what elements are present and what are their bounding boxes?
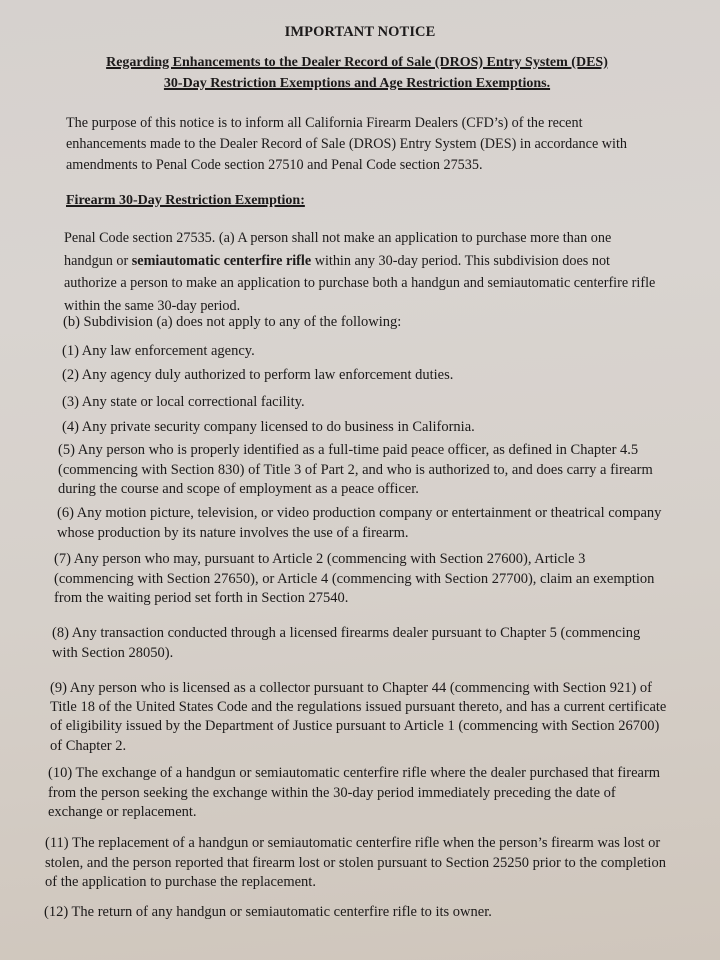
notice-subtitle-line1: Regarding Enhancements to the Dealer Record of Sale (DROS) Entry System (DES) — [106, 55, 608, 70]
exemption-item: (6) Any motion picture, television, or video production company or entertainment or theatrical company whose production by its nature involves the use of a firearm. — [57, 505, 662, 541]
exemption-item: (9) Any person who is licensed as a collector pursuant to Chapter 44 (commencing with Section 921) of Title 18 of the United States Code and the regulations issued pursuant thereto, and has a current certificate of eligibility issued by the Department of Justice pursuant to Article 1 (commencing with Section 26700) of Chapter 2. — [50, 680, 667, 754]
exemption-item: (10) The exchange of a handgun or semiautomatic centerfire rifle where the dealer purchased that firearm from the person seeking the exchange within the 30-day period immediately preceding the date of exchange or replacement. — [48, 765, 661, 820]
penal-code-paragraph — [64, 227, 660, 317]
section-heading: Firearm 30-Day Restriction Exemption: — [66, 193, 305, 208]
exemption-item: (4) Any private security company licensed to do business in California. — [62, 419, 475, 435]
exemption-item: (11) The replacement of a handgun or semiautomatic centerfire rifle when the person’s firearm was lost or stolen, and the person reported that firearm lost or stolen pursuant to Section 25250 prior to the completion of the application to purchase the replacement. — [45, 835, 666, 890]
exemption-item: (1) Any law enforcement agency. — [62, 343, 255, 359]
penal-code-text-1: Penal Code section 27535. (a) A person shall not make an application to purchase more than one handgun or — [64, 230, 612, 269]
notice-title: IMPORTANT NOTICE — [284, 24, 436, 40]
subdivision-b: (b) Subdivision (a) does not apply to any of the following: — [63, 314, 402, 330]
penal-code-text-2: within any 30-day period. This subdivision does not authorize a person to make an application to purchase both a handgun and semiautomatic centerfire rifle within the same 30-day period. — [64, 252, 656, 314]
exemption-item: (2) Any agency duly authorized to perform law enforcement duties. — [62, 367, 454, 383]
penal-code-bold: semiautomatic centerfire rifle — [131, 252, 312, 269]
intro-paragraph: The purpose of this notice is to inform all California Firearm Dealers (CFD’s) of the recent enhancements made to the Dealer Record of Sale (DROS) Entry System (DES) in accordance with amendments to Penal Code section 27510 and Penal Code section 27535. — [66, 115, 628, 173]
exemption-item: (5) Any person who is properly identified as a full-time paid peace officer, as defined in Chapter 4.5 (commencing with Section 830) of Title 3 of Part 2, and who is authorized to, and does carry a firearm during the course and scope of employment as a peace officer. — [58, 442, 653, 497]
exemption-item: (8) Any transaction conducted through a licensed firearms dealer pursuant to Chapter 5 (commencing with Section 28050). — [52, 625, 641, 661]
exemption-item: (7) Any person who may, pursuant to Article 2 (commencing with Section 27600), Article 3 (commencing with Section 27650), or Article 4 (commencing with Section 27700), claim an exemption from the waiting period set forth in Section 27540. — [54, 551, 655, 606]
exemption-item: (12) The return of any handgun or semiautomatic centerfire rifle to its owner. — [44, 904, 492, 920]
notice-subtitle-line2: 30-Day Restriction Exemptions and Age Restriction Exemptions. — [163, 76, 551, 91]
exemption-item: (3) Any state or local correctional facility. — [62, 394, 305, 410]
